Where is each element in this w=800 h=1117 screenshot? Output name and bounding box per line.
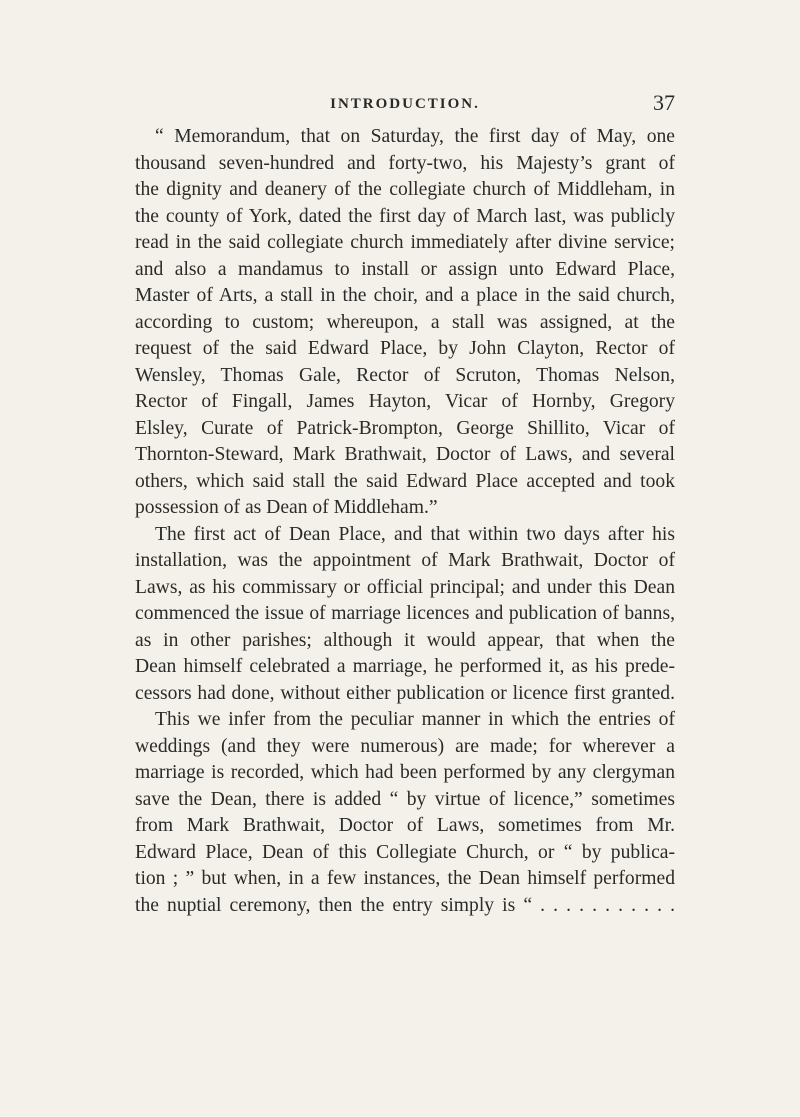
text-line: Laws, as his commissary or official principal; and under this Dean <box>135 576 675 598</box>
text-line: Master of Arts, a stall in the choir, and a place in the said church, <box>135 285 675 306</box>
text-line: The first act of Dean Place, and that within two days after his <box>155 523 675 545</box>
page-header <box>135 90 675 120</box>
text-line: according to custom; whereupon, a stall was assigned, at the <box>135 311 675 333</box>
text-line: the nuptial ceremony, then the entry simply is “ . . . . . . . . . . . <box>135 894 675 916</box>
text-line: weddings (and they were numerous) are made; for wherever a <box>135 735 675 757</box>
text-line: commenced the issue of marriage licences and publication of banns, <box>135 603 675 624</box>
text-line: installation, was the appointment of Mark Brathwait, Doctor of <box>135 550 675 571</box>
text-line: from Mark Brathwait, Doctor of Laws, sometimes from Mr. <box>135 815 675 836</box>
text-line: others, which said stall the said Edward Place accepted and took <box>135 470 675 492</box>
text-line: Edward Place, Dean of this Collegiate Church, or “ by publica- <box>135 841 675 863</box>
text-line: Wensley, Thomas Gale, Rector of Scruton, Thomas Nelson, <box>135 364 675 386</box>
text-line: save the Dean, there is added “ by virtue of licence,” sometimes <box>135 788 675 810</box>
body-text <box>135 124 675 919</box>
text-line: Rector of Fingall, James Hayton, Vicar of Hornby, Gregory <box>135 391 675 412</box>
text-line: thousand seven-hundred and forty-two, his Majesty’s grant of <box>135 152 675 174</box>
text-line: the county of York, dated the first day of March last, was publicly <box>135 205 675 227</box>
running-head: INTRODUCTION. <box>330 96 480 112</box>
text-line: as in other parishes; although it would appear, that when the <box>135 629 675 651</box>
text-line: Thornton-Steward, Mark Brathwait, Doctor of Laws, and several <box>135 444 675 465</box>
text-line: marriage is recorded, which had been performed by any clergyman <box>135 762 675 783</box>
text-line: Elsley, Curate of Patrick-Brompton, George Shillito, Vicar of <box>135 417 675 439</box>
text-line: possession of as Dean of Middleham.” <box>135 497 438 518</box>
page-number: 37 <box>653 90 675 115</box>
text-line: request of the said Edward Place, by John Clayton, Rector of <box>135 338 675 359</box>
text-line: the dignity and deanery of the collegiate church of Middleham, in <box>135 179 675 200</box>
text-line: read in the said collegiate church immediately after divine service; <box>135 232 675 253</box>
text-line: cessors had done, without either publication or licence first granted. <box>135 682 675 704</box>
text-line: Dean himself celebrated a marriage, he performed it, as his prede- <box>135 656 675 677</box>
text-line: This we infer from the peculiar manner in which the entries of <box>155 709 675 730</box>
text-line: and also a mandamus to install or assign unto Edward Place, <box>135 258 675 280</box>
text-line: tion ; ” but when, in a few instances, the Dean himself performed <box>135 868 675 889</box>
text-line: “ Memorandum, that on Saturday, the first day of May, one <box>155 126 675 147</box>
